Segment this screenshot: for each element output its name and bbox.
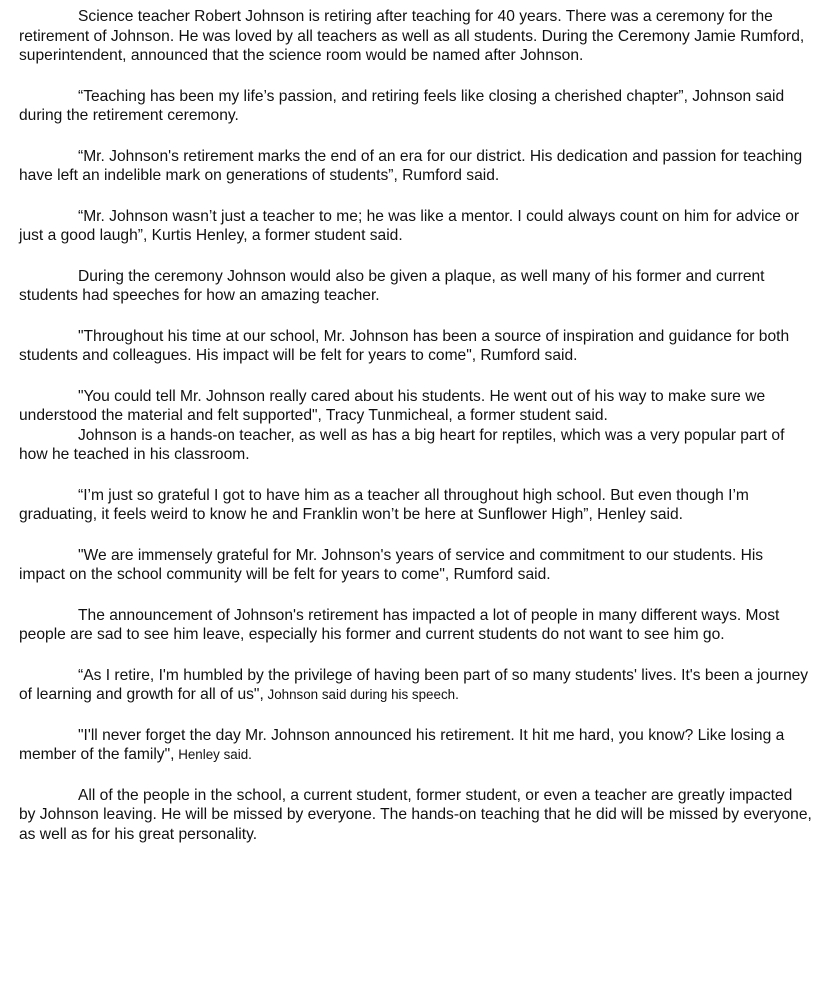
paragraph-text: The announcement of Johnson's retirement has impacted a lot of people in many different ways. Most people are sad to see him leave, especially his former and current students do not want to see him go.	[19, 606, 780, 643]
paragraph-text: “As I retire, I'm humbled by the privilege of having been part of so many students' lives. It's been a journey of learning and growth for all of us",	[19, 666, 809, 703]
paragraph-rumford-quote	[19, 147, 813, 186]
paragraph-henley-quote	[19, 207, 813, 246]
paragraph-text: "You could tell Mr. Johnson really cared about his students. He went out of his way to make sure we understood the material and felt supported", Tracy Tunmicheal, a former student said.	[19, 387, 766, 424]
paragraph-text: “I’m just so grateful I got to have him as a teacher all throughout high school. But even though I’m graduating, it feels weird to know he and Franklin won’t be here at Sunflower High”, Henley said.	[19, 486, 749, 523]
paragraph-attribution: Johnson said during his speech.	[263, 687, 459, 702]
paragraph-rumford-quote-2	[19, 327, 813, 366]
paragraph-conclusion	[19, 786, 813, 845]
paragraph-henley-quote-2	[19, 486, 813, 525]
paragraph-announcement	[19, 606, 813, 645]
paragraph-text: “Mr. Johnson's retirement marks the end of an era for our district. His dedication and passion for teaching have left an indelible mark on generations of students”, Rumford said.	[19, 147, 803, 184]
paragraph-text: "I'll never forget the day Mr. Johnson announced his retirement. It hit me hard, you know? Like losing a member of the family",	[19, 726, 785, 763]
paragraph-text: "We are immensely grateful for Mr. Johnson's years of service and commitment to our students. His impact on the school community will be felt for years to come", Rumford said.	[19, 546, 764, 583]
paragraph-johnson-speech	[19, 666, 813, 705]
paragraph-text: All of the people in the school, a current student, former student, or even a teacher are greatly impacted by Johnson leaving. He will be missed by everyone. The hands-on teaching that he did will be missed by everyone, as well as for his great personality.	[19, 786, 812, 843]
paragraph-text: "Throughout his time at our school, Mr. Johnson has been a source of inspiration and guidance for both students and colleagues. His impact will be felt for years to come", Rumford said.	[19, 327, 790, 364]
paragraph-text: “Teaching has been my life’s passion, and retiring feels like closing a cherished chapter”, Johnson said during the retirement ceremony.	[19, 87, 785, 124]
paragraph-rumford-quote-3	[19, 546, 813, 585]
paragraph-intro	[19, 7, 813, 66]
paragraph-tunmicheal-quote	[19, 387, 813, 426]
paragraph-text: “Mr. Johnson wasn’t just a teacher to me; he was like a mentor. I could always count on him for advice or just a good laugh”, Kurtis Henley, a former student said.	[19, 207, 800, 244]
paragraph-text: During the ceremony Johnson would also be given a plaque, as well many of his former and current students had speeches for how an amazing teacher.	[19, 267, 765, 304]
article-body	[19, 7, 813, 865]
paragraph-henley-quote-3	[19, 726, 813, 765]
paragraph-plaque	[19, 267, 813, 306]
paragraph-attribution: Henley said.	[174, 747, 252, 762]
paragraph-reptiles	[19, 426, 813, 465]
paragraph-johnson-quote	[19, 87, 813, 126]
paragraph-text: Science teacher Robert Johnson is retiring after teaching for 40 years. There was a ceremony for the retirement of Johnson. He was loved by all teachers as well as all students. During the Ceremony Jamie Rumford, superintendent, announced that the science room would be named after Johnson.	[19, 8, 805, 64]
paragraph-text: Johnson is a hands-on teacher, as well as has a big heart for reptiles, which was a very popular part of how he teached in his classroom.	[19, 426, 785, 463]
